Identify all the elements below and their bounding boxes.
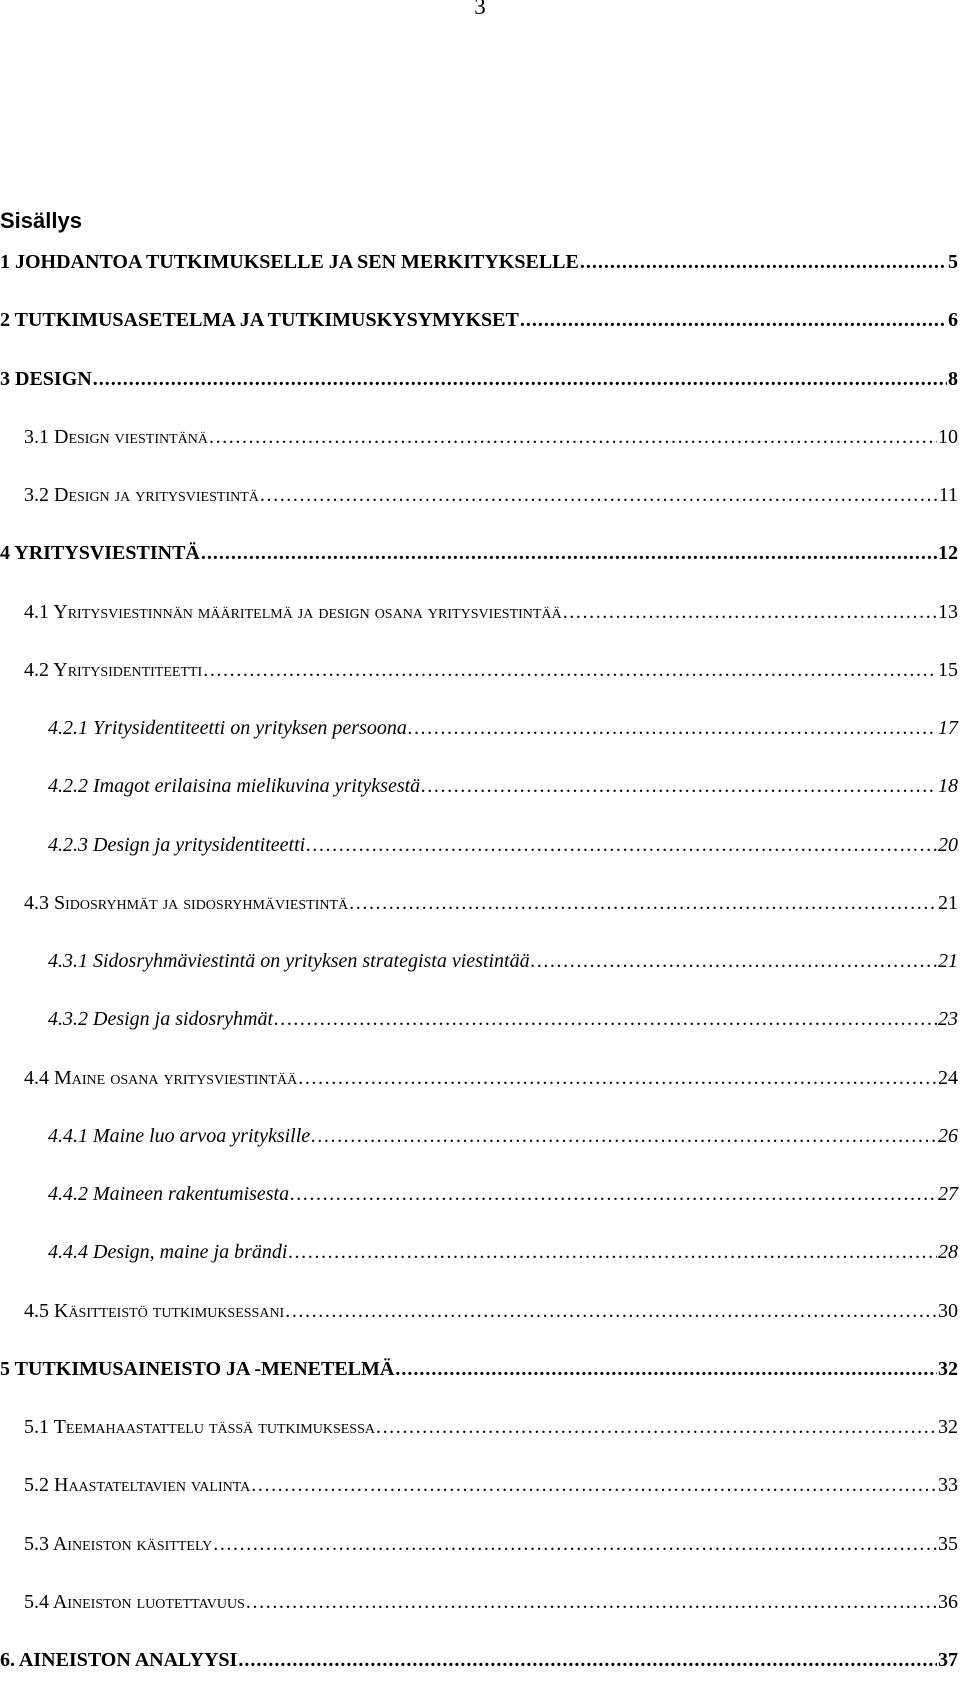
dot-leader	[213, 1532, 937, 1556]
toc-entry-label: 4.4 Maine osana yritysviestintää	[24, 1066, 298, 1089]
dot-leader	[580, 250, 947, 274]
toc-entry-4-3-2[interactable]	[48, 1007, 958, 1031]
toc-entry-page: 28	[938, 1241, 958, 1264]
toc-entry-page: 35	[938, 1532, 958, 1555]
toc-entry-4-3-1[interactable]	[48, 949, 958, 973]
toc-entry-page: 24	[938, 1066, 958, 1089]
dot-leader	[201, 541, 937, 565]
toc-entry-4-2-2[interactable]	[48, 774, 958, 798]
toc-entry-4-4-1[interactable]	[48, 1124, 958, 1148]
toc-entry-page: 10	[938, 425, 958, 448]
dot-leader	[421, 774, 937, 798]
dot-leader	[306, 833, 937, 857]
dot-leader	[298, 1066, 937, 1090]
toc-entry-3-1[interactable]	[24, 425, 958, 449]
toc-entry-page: 26	[938, 1124, 958, 1147]
toc-entry-page: 12	[938, 542, 958, 565]
toc-entry-4-2-1[interactable]	[48, 716, 958, 740]
dot-leader	[285, 1299, 937, 1323]
toc-entry-page: 8	[948, 367, 958, 390]
toc-entry-label: 5.2 Haastateltavien valinta	[24, 1474, 251, 1497]
toc-entry-5-2[interactable]	[24, 1473, 958, 1497]
dot-leader	[290, 1182, 937, 1206]
toc-entry-label: 4.1 Yritysviestinnän määritelmä ja design osana yritysviestintää	[24, 600, 562, 623]
toc-entry-label: 5 TUTKIMUSAINEISTO JA -MENETELMÄ	[0, 1357, 395, 1380]
toc-entry-label: 4.3 Sidosryhmät ja sidosryhmäviestintä	[24, 891, 349, 914]
toc-title: Sisällys	[0, 208, 82, 233]
dot-leader	[395, 1357, 937, 1381]
toc-entry-page: 13	[938, 600, 958, 623]
toc-entry-label: 4 YRITYSVIESTINTÄ	[0, 542, 200, 565]
dot-leader	[209, 425, 937, 449]
toc-entry-page: 27	[938, 1183, 958, 1205]
dot-leader	[376, 1415, 937, 1439]
toc-entry-6[interactable]	[0, 1648, 958, 1672]
dot-leader	[311, 1124, 937, 1148]
toc-entry-page: 11	[938, 484, 958, 506]
toc-entry-page: 30	[938, 1299, 958, 1322]
toc-entry-label: 4.3.2 Design ja sidosryhmät	[48, 1008, 273, 1031]
dot-leader	[288, 1240, 937, 1264]
toc-entry-label: 4.4.1 Maine luo arvoa yrityksille	[48, 1124, 311, 1147]
toc-entry-page: 33	[938, 1474, 958, 1497]
dot-leader	[203, 658, 937, 682]
toc-entry-label: 5.1 Teemahaastattelu tässä tutkimuksessa	[24, 1416, 375, 1438]
dot-leader	[238, 1648, 937, 1672]
toc-entry-4-4-4[interactable]	[48, 1240, 958, 1264]
toc-entry-label: 4.5 Käsitteistö tutkimuksessani	[24, 1299, 285, 1322]
dot-leader	[563, 600, 937, 624]
toc-entry-page: 37	[938, 1649, 958, 1671]
toc-entry-page: 17	[938, 717, 958, 739]
toc-entry-page: 18	[938, 775, 958, 798]
toc-entry-4-4[interactable]	[24, 1066, 958, 1090]
toc-entry-page: 6	[948, 309, 958, 332]
toc-entry-1[interactable]	[0, 250, 958, 274]
toc-entry-label: 4.4.2 Maineen rakentumisesta	[48, 1183, 290, 1205]
toc-entry-page: 20	[938, 833, 958, 856]
toc-entry-page: 15	[938, 658, 958, 681]
toc-entry-page: 23	[938, 1008, 958, 1031]
toc-entry-label: 4.2 Yritysidentiteetti	[24, 658, 203, 681]
page-number: 3	[474, 0, 486, 19]
dot-leader	[246, 1590, 937, 1614]
toc-entry-5[interactable]	[0, 1357, 958, 1381]
toc-entry-2[interactable]	[0, 308, 958, 332]
toc-entry-page: 32	[938, 1416, 958, 1438]
toc-entry-label: 4.2.2 Imagot erilaisina mielikuvina yrityksestä	[48, 775, 421, 798]
toc-entry-label: 3.2 Design ja yritysviestintä	[24, 484, 259, 506]
toc-entry-label: 5.4 Aineiston luotettavuus	[24, 1590, 245, 1613]
toc-entry-label: 4.2.1 Yritysidentiteetti on yrityksen persoona	[48, 717, 407, 739]
dot-leader	[520, 308, 947, 332]
toc-entry-label: 6. AINEISTON ANALYYSI	[0, 1649, 238, 1671]
toc-entry-page: 36	[938, 1590, 958, 1613]
dot-leader	[531, 949, 937, 973]
toc-entry-page: 5	[948, 251, 958, 273]
toc-entry-label: 2 TUTKIMUSASETELMA JA TUTKIMUSKYSYMYKSET	[0, 309, 519, 332]
toc-entry-label: 4.4.4 Design, maine ja brändi	[48, 1241, 288, 1264]
toc-entry-4-2-3[interactable]	[48, 833, 958, 857]
toc-entry-label: 1 JOHDANTOA TUTKIMUKSELLE JA SEN MERKITYKSELLE	[0, 251, 579, 273]
toc-entry-label: 3.1 Design viestintänä	[24, 425, 208, 448]
toc-entry-5-4[interactable]	[24, 1590, 958, 1614]
dot-leader	[251, 1473, 937, 1497]
dot-leader	[260, 483, 938, 507]
toc-entry-label: 4.2.3 Design ja yritysidentiteetti	[48, 833, 306, 856]
toc-entry-4-2[interactable]	[24, 658, 958, 682]
toc-entry-label: 3 DESIGN	[0, 367, 92, 390]
toc-entry-label: 4.3.1 Sidosryhmäviestintä on yrityksen strategista viestintää	[48, 950, 530, 972]
dot-leader	[408, 716, 937, 740]
toc-entry-3[interactable]	[0, 367, 958, 391]
toc-entry-page: 32	[938, 1357, 958, 1380]
toc-entry-5-3[interactable]	[24, 1532, 958, 1556]
toc-entry-3-2[interactable]	[24, 483, 958, 507]
toc-entry-4[interactable]	[0, 541, 958, 565]
dot-leader	[93, 367, 947, 391]
dot-leader	[349, 891, 937, 915]
toc-entry-5-1[interactable]	[24, 1415, 958, 1439]
toc-entry-4-5[interactable]	[24, 1299, 958, 1323]
dot-leader	[274, 1007, 937, 1031]
toc-entry-label: 5.3 Aineiston käsittely	[24, 1532, 213, 1555]
toc-entry-4-1[interactable]	[24, 600, 958, 624]
toc-entry-page: 21	[938, 950, 958, 972]
toc-entry-4-3[interactable]	[24, 891, 958, 915]
toc-entry-page: 21	[938, 891, 958, 914]
toc-entry-4-4-2[interactable]	[48, 1182, 958, 1206]
